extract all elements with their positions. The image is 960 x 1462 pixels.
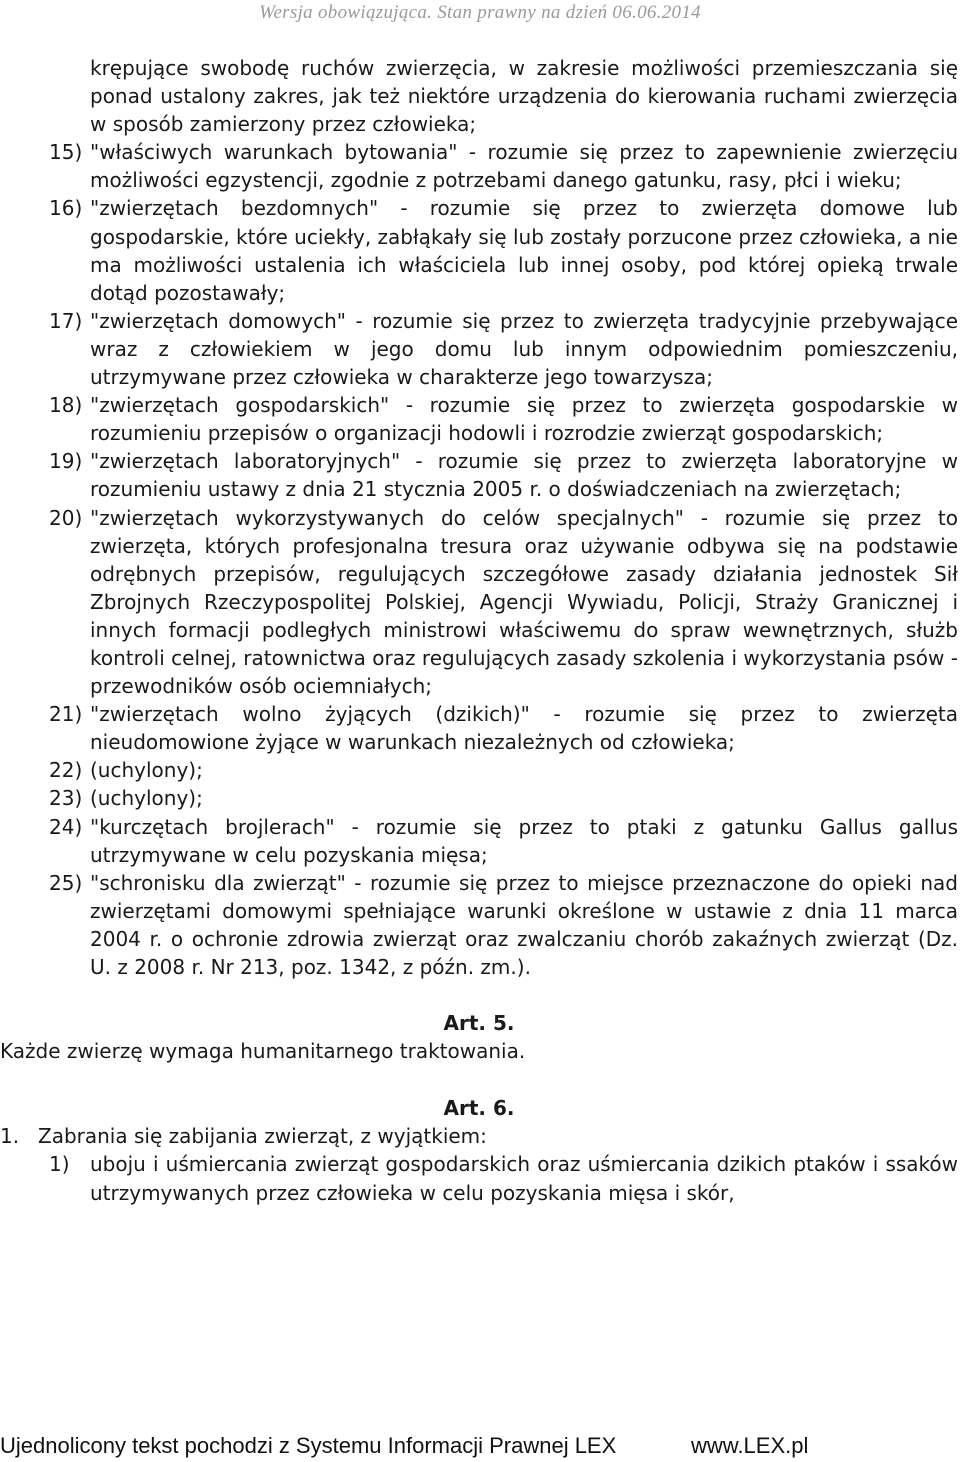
item-text: (uchylony); bbox=[90, 758, 203, 783]
article-5-text: Każde zwierzę wymaga humanitarnego traktowania. bbox=[0, 1039, 526, 1064]
footer-website: www.LEX.pl bbox=[691, 1433, 809, 1458]
item-text: (uchylony); bbox=[90, 786, 203, 811]
definition-item bbox=[0, 391, 958, 447]
point-text: uboju i uśmiercania zwierząt gospodarskich oraz uśmiercania dzikich ptaków i ssaków utrzymywanych przez człowieka w celu pozyskania mięsa i skór, bbox=[90, 1152, 958, 1205]
page-footer bbox=[0, 1433, 960, 1462]
item-number: 19) bbox=[49, 449, 83, 474]
item-number: 24) bbox=[49, 814, 83, 839]
definition-item bbox=[0, 447, 958, 503]
definition-item bbox=[0, 504, 958, 701]
item-text: "kurczętach brojlerach" - rozumie się przez to ptaki z gatunku Gallus gallus utrzymywane w celu pozyskania mięsa; bbox=[90, 814, 958, 867]
item-number: 21) bbox=[49, 702, 83, 727]
item-text: "zwierzętach wolno żyjących (dzikich)" - rozumie się przez to zwierzęta nieudomowione żyjące w warunkach niezależnych od człowieka; bbox=[90, 702, 958, 755]
item-number: 22) bbox=[49, 758, 83, 783]
document-body bbox=[0, 54, 958, 1207]
article-6-point-1 bbox=[0, 1150, 958, 1206]
item-number: 18) bbox=[49, 393, 83, 418]
item-text: "zwierzętach domowych" - rozumie się przez to zwierzęta tradycyjnie przebywające wraz z człowiekiem w jego domu lub innym odpowiednim pomieszczeniu, utrzymywane przez człowieka w charakterze jego towarzysza; bbox=[90, 308, 958, 390]
point-number: 1) bbox=[49, 1152, 70, 1177]
item-text: "zwierzętach wykorzystywanych do celów specjalnych" - rozumie się przez to zwierzęta, których profesjonalna tresura oraz używanie odbywa się na podstawie odrębnych przepisów, regulujących szczegółowe zasady działania jednostek Sił Zbrojnych Rzeczypospolitej Polskiej, Agencji Wywiadu, Policji, Straży Granicznej i innych formacji podległych ministrowi właściwemu do spraw wewnętrznych, służb kontroli celnej, ratownictwa oraz regulujących zasady szkolenia i wykorzystania psów - przewodników osób ociemniałych; bbox=[90, 505, 958, 699]
article-6-title: Art. 6. bbox=[443, 1096, 515, 1121]
item-text: "zwierzętach laboratoryjnych" - rozumie się przez to zwierzęta laboratoryjne w rozumieniu ustawy z dnia 21 stycznia 2005 r. o doświadczeniach na zwierzętach; bbox=[90, 449, 958, 502]
definition-item bbox=[0, 784, 958, 812]
item-text: "schronisku dla zwierząt" - rozumie się przez to miejsce przeznaczone do opieki nad zwierzętami domowymi spełniające warunki określone w ustawie z dnia 11 marca 2004 r. o ochronie zdrowia zwierząt oraz zwalczaniu chorób zakaźnych zwierząt (Dz. U. z 2008 r. Nr 213, poz. 1342, z późn. zm.). bbox=[90, 870, 958, 979]
article-6-paragraph-1 bbox=[0, 1122, 958, 1150]
item-number: 23) bbox=[49, 786, 83, 811]
definition-item bbox=[0, 869, 958, 981]
definition-item bbox=[0, 700, 958, 756]
item-number: 20) bbox=[49, 505, 83, 530]
footer-source: Ujednolicony tekst pochodzi z Systemu Informacji Prawnej LEX bbox=[0, 1433, 617, 1458]
paragraph-text: Zabrania się zabijania zwierząt, z wyjątkiem: bbox=[38, 1124, 487, 1149]
item-number: 25) bbox=[49, 870, 83, 895]
definition-item bbox=[0, 138, 958, 194]
definition-item bbox=[0, 307, 958, 391]
item-number: 16) bbox=[49, 196, 83, 221]
definition-item bbox=[0, 813, 958, 869]
definition-item bbox=[0, 194, 958, 306]
definition-list bbox=[0, 138, 958, 981]
item-number: 17) bbox=[49, 308, 83, 333]
item-text: "zwierzętach gospodarskich" - rozumie się przez to zwierzęta gospodarskie w rozumieniu przepisów o organizacji hodowli i rozrodzie zwierząt gospodarskich; bbox=[90, 393, 958, 446]
article-5-title: Art. 5. bbox=[443, 1011, 515, 1036]
page-header: Wersja obowiązująca. Stan prawny na dzień 06.06.2014 bbox=[259, 2, 701, 23]
definition-item bbox=[0, 756, 958, 784]
item-text: "właściwych warunkach bytowania" - rozumie się przez to zapewnienie zwierzęciu możliwości egzystencji, zgodnie z potrzebami danego gatunku, rasy, płci i wieku; bbox=[90, 140, 958, 193]
continuation-text: krępujące swobodę ruchów zwierzęcia, w zakresie możliwości przemieszczania się ponad ustalony zakres, jak też niektóre urządzenia do kierowania ruchami zwierzęcia w sposób zamierzony przez człowieka; bbox=[90, 56, 958, 137]
paragraph-number: 1. bbox=[0, 1124, 20, 1149]
item-number: 15) bbox=[49, 140, 83, 165]
item-text: "zwierzętach bezdomnych" - rozumie się przez to zwierzęta domowe lub gospodarskie, które uciekły, zabłąkały się lub zostały porzucone przez człowieka, a nie ma możliwości ustalenia ich właściciela lub innej osoby, pod której opieką trwale dotąd pozostawały; bbox=[90, 196, 958, 305]
